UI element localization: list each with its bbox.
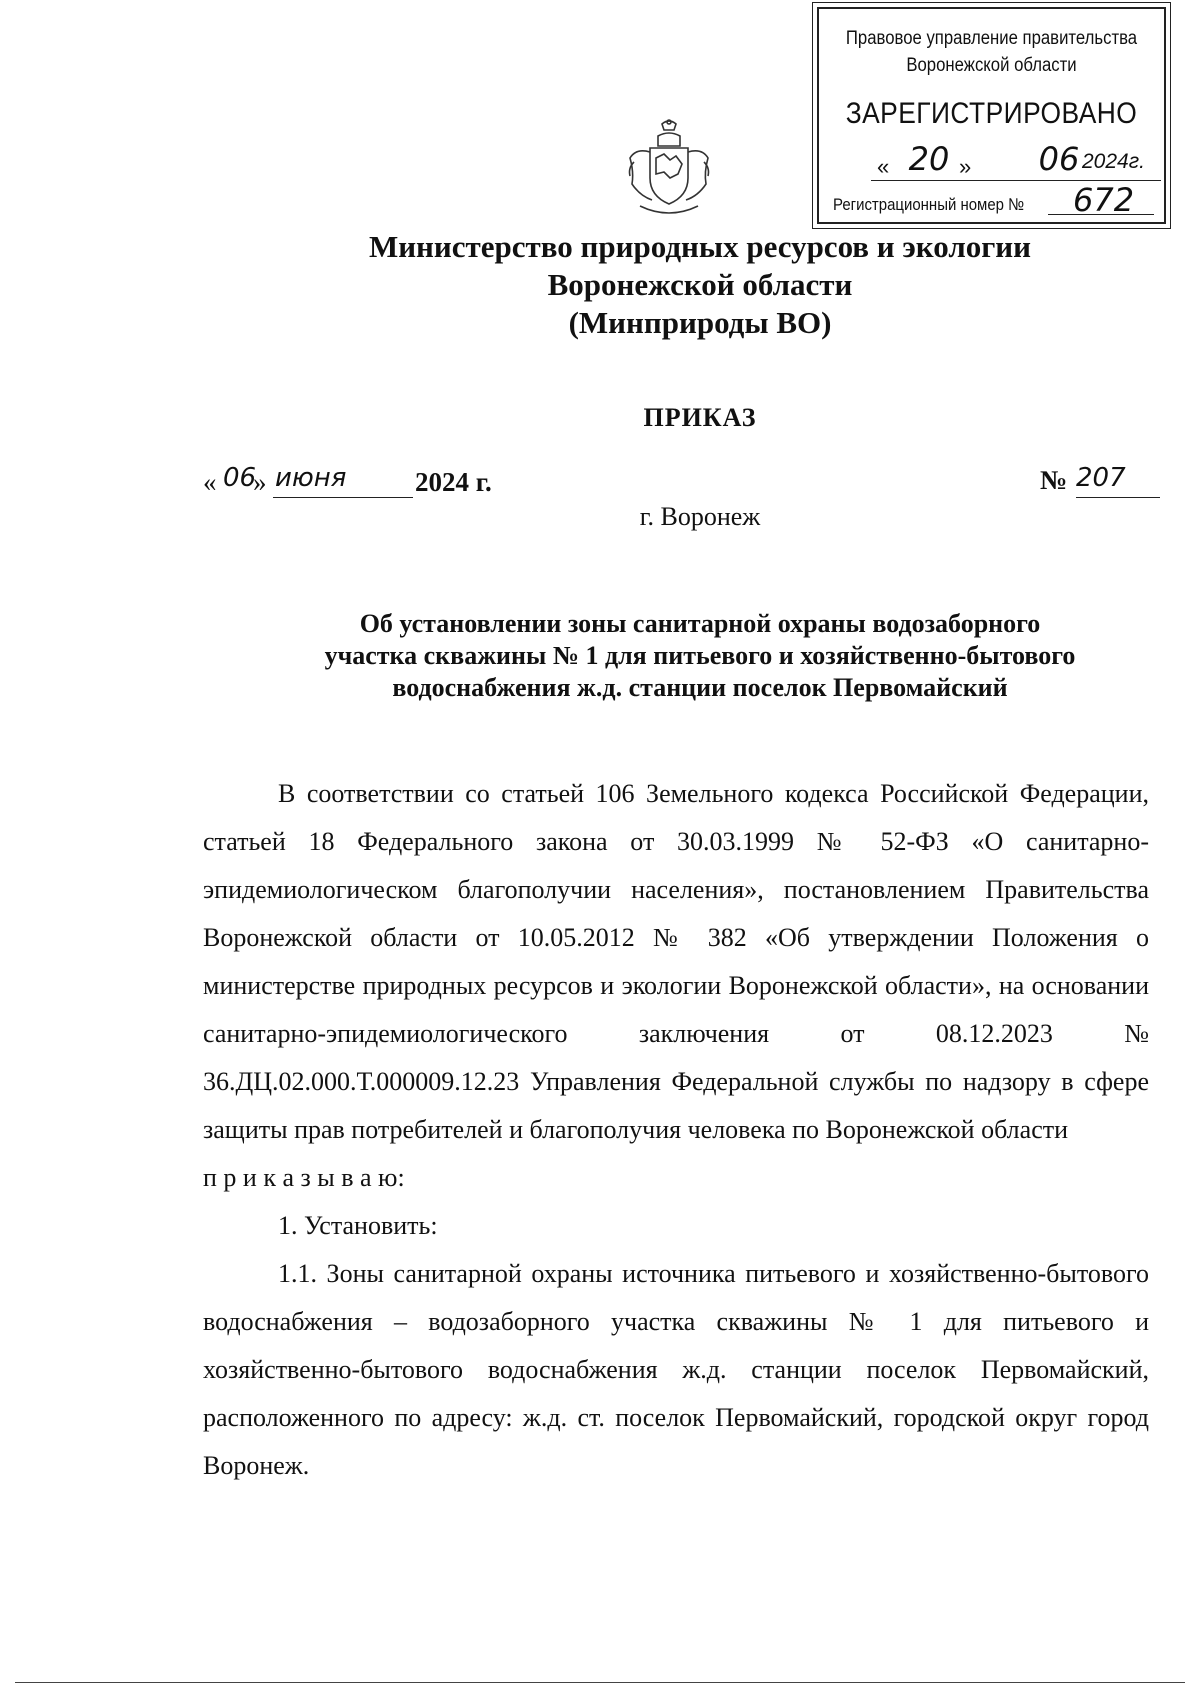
date-month: июня — [275, 463, 347, 493]
ministry-line1: Министерство природных ресурсов и экологии — [368, 229, 1032, 264]
stamp-org-line1: Правовое управление правительства — [845, 28, 1138, 49]
stamp-day: 20 — [908, 140, 950, 178]
order-number-underline — [1076, 497, 1160, 498]
stamp-quote-open: « — [877, 154, 890, 179]
preamble-paragraph: В соответствии со статьей 106 Земельного кодекса Российской Федерации, статьей 18 Федерального закона от 30.03.1999 № 52-ФЗ «О санитарно-эпидемиологическом благополучии населения», постановлением Правительства Воронежской области от 10.05.2012 № 382 «Об утверждении Положения о министерстве природных ресурсов и экологии Воронежской области», на основании санитарно-эпидемиологического заключения от 08.12.2023 № 36.ДЦ.02.000.Т.000009.12.23 Управления Федеральной службы по надзору в сфере защиты прав потребителей и благополучия человека по Воронежской области — [203, 779, 1149, 1144]
item-1-1: 1.1. Зоны санитарной охраны источника питьевого и хозяйственно-бытового водоснабжения – водозаборного участка скважины № 1 для питьевого и хозяйственно-бытового водоснабжения ж.д. станции поселок Первомайский, расположенного по адресу: ж.д. ст. поселок Первомайский, городской округ город Воронеж. — [203, 1259, 1149, 1480]
ministry-heading — [0, 228, 1200, 342]
date-quote-open: « — [203, 467, 217, 497]
city: г. Воронеж — [639, 502, 761, 531]
stamp-org-line2: Воронежской области — [906, 55, 1077, 76]
stamp-number-label: Регистрационный номер № — [833, 195, 1025, 214]
stamp-number-underline — [1048, 214, 1154, 215]
order-word: п р и к а з ы в а ю: — [203, 1163, 405, 1192]
stamp-number: 672 — [1073, 181, 1135, 219]
stamp-year: 2024г. — [1082, 150, 1145, 173]
order-title: ПРИКАЗ — [643, 403, 757, 432]
stamp-number-row — [833, 181, 1154, 219]
subject-line1: Об установлении зоны санитарной охраны водозаборного — [359, 609, 1041, 638]
order-subject — [0, 608, 1200, 704]
coat-of-arms-icon — [620, 118, 718, 218]
order-body — [203, 770, 1149, 1490]
order-number — [1040, 465, 1170, 505]
stamp-quote-close: » — [959, 154, 972, 179]
ministry-line2: Воронежской области — [547, 267, 853, 302]
date-quote-close: » — [253, 467, 267, 497]
date-day: 06 — [223, 463, 257, 493]
item-1: 1. Установить: — [278, 1211, 438, 1240]
order-date — [203, 465, 523, 505]
ministry-line3: (Минприроды ВО) — [568, 305, 832, 340]
stamp-organization — [840, 25, 1144, 79]
stamp-registered-label: ЗАРЕГИСТРИРОВАНО — [845, 97, 1138, 130]
date-year: 2024 г. — [415, 467, 492, 497]
order-number-label: № — [1040, 465, 1068, 495]
subject-line3: водоснабжения ж.д. станции поселок Первомайский — [392, 673, 1008, 702]
stamp-month: 06 — [1038, 140, 1080, 178]
subject-line2: участка скважины № 1 для питьевого и хозяйственно-бытового — [324, 641, 1076, 670]
date-underline — [273, 497, 413, 498]
bottom-rule — [15, 1682, 1185, 1683]
stamp-date — [849, 140, 1154, 182]
registration-stamp — [817, 7, 1166, 224]
order-number-value: 207 — [1076, 463, 1126, 493]
